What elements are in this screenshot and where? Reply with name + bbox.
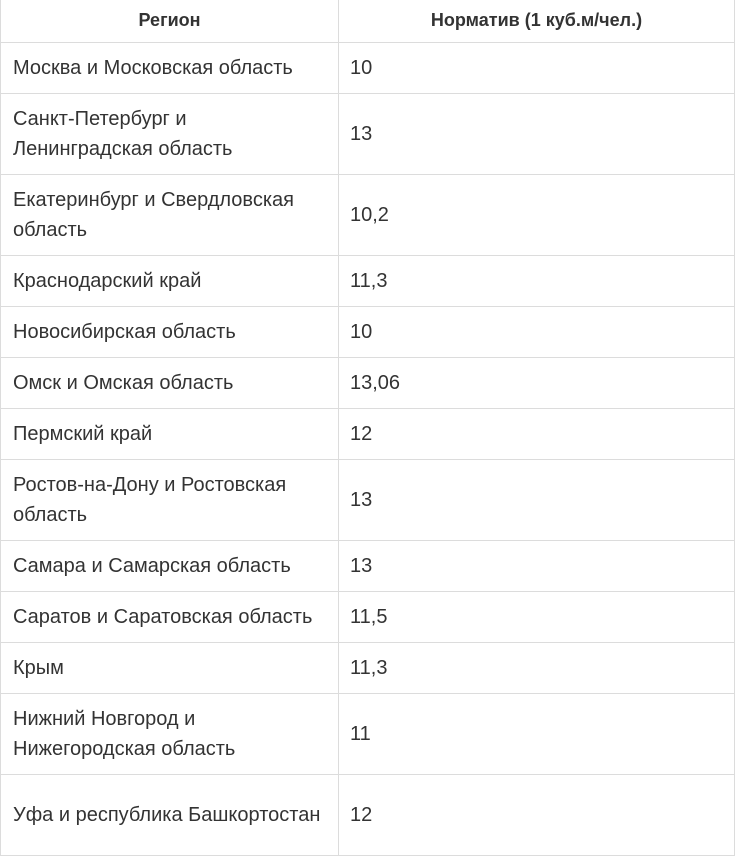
region-cell: Саратов и Саратовская область — [1, 592, 339, 643]
region-cell: Нижний Новгород и Нижегородская область — [1, 694, 339, 775]
table-row — [1, 775, 735, 856]
region-cell: Крым — [1, 643, 339, 694]
header-norm: Норматив (1 куб.м/чел.) — [339, 0, 735, 43]
region-cell: Санкт-Петербург и Ленинградская область — [1, 94, 339, 175]
norm-value-cell: 11,3 — [339, 256, 735, 307]
table-row — [1, 256, 735, 307]
table-row — [1, 307, 735, 358]
region-cell: Самара и Самарская область — [1, 541, 339, 592]
table-row — [1, 460, 735, 541]
norm-value-cell: 13 — [339, 94, 735, 175]
region-cell: Омск и Омская область — [1, 358, 339, 409]
norm-value-cell: 10 — [339, 307, 735, 358]
region-cell: Краснодарский край — [1, 256, 339, 307]
norm-value-cell: 13 — [339, 460, 735, 541]
table-row — [1, 643, 735, 694]
region-cell: Уфа и республика Башкортостан — [1, 775, 339, 856]
table-row — [1, 175, 735, 256]
region-cell: Пермский край — [1, 409, 339, 460]
header-region: Регион — [1, 0, 339, 43]
table-row — [1, 541, 735, 592]
table-row — [1, 94, 735, 175]
norm-value-cell: 10,2 — [339, 175, 735, 256]
norm-value-cell: 12 — [339, 775, 735, 856]
region-cell: Ростов-на-Дону и Ростовская область — [1, 460, 339, 541]
table-body — [1, 43, 735, 856]
norm-value-cell: 10 — [339, 43, 735, 94]
norm-value-cell: 11,3 — [339, 643, 735, 694]
region-cell: Екатеринбург и Свердловская область — [1, 175, 339, 256]
norm-value-cell: 13 — [339, 541, 735, 592]
table-row — [1, 43, 735, 94]
table-row — [1, 409, 735, 460]
table-header-row — [1, 0, 735, 43]
table-row — [1, 592, 735, 643]
norm-value-cell: 11 — [339, 694, 735, 775]
norm-value-cell: 11,5 — [339, 592, 735, 643]
norm-value-cell: 13,06 — [339, 358, 735, 409]
table-row — [1, 358, 735, 409]
table-row — [1, 694, 735, 775]
norm-value-cell: 12 — [339, 409, 735, 460]
region-cell: Москва и Московская область — [1, 43, 339, 94]
region-cell: Новосибирская область — [1, 307, 339, 358]
